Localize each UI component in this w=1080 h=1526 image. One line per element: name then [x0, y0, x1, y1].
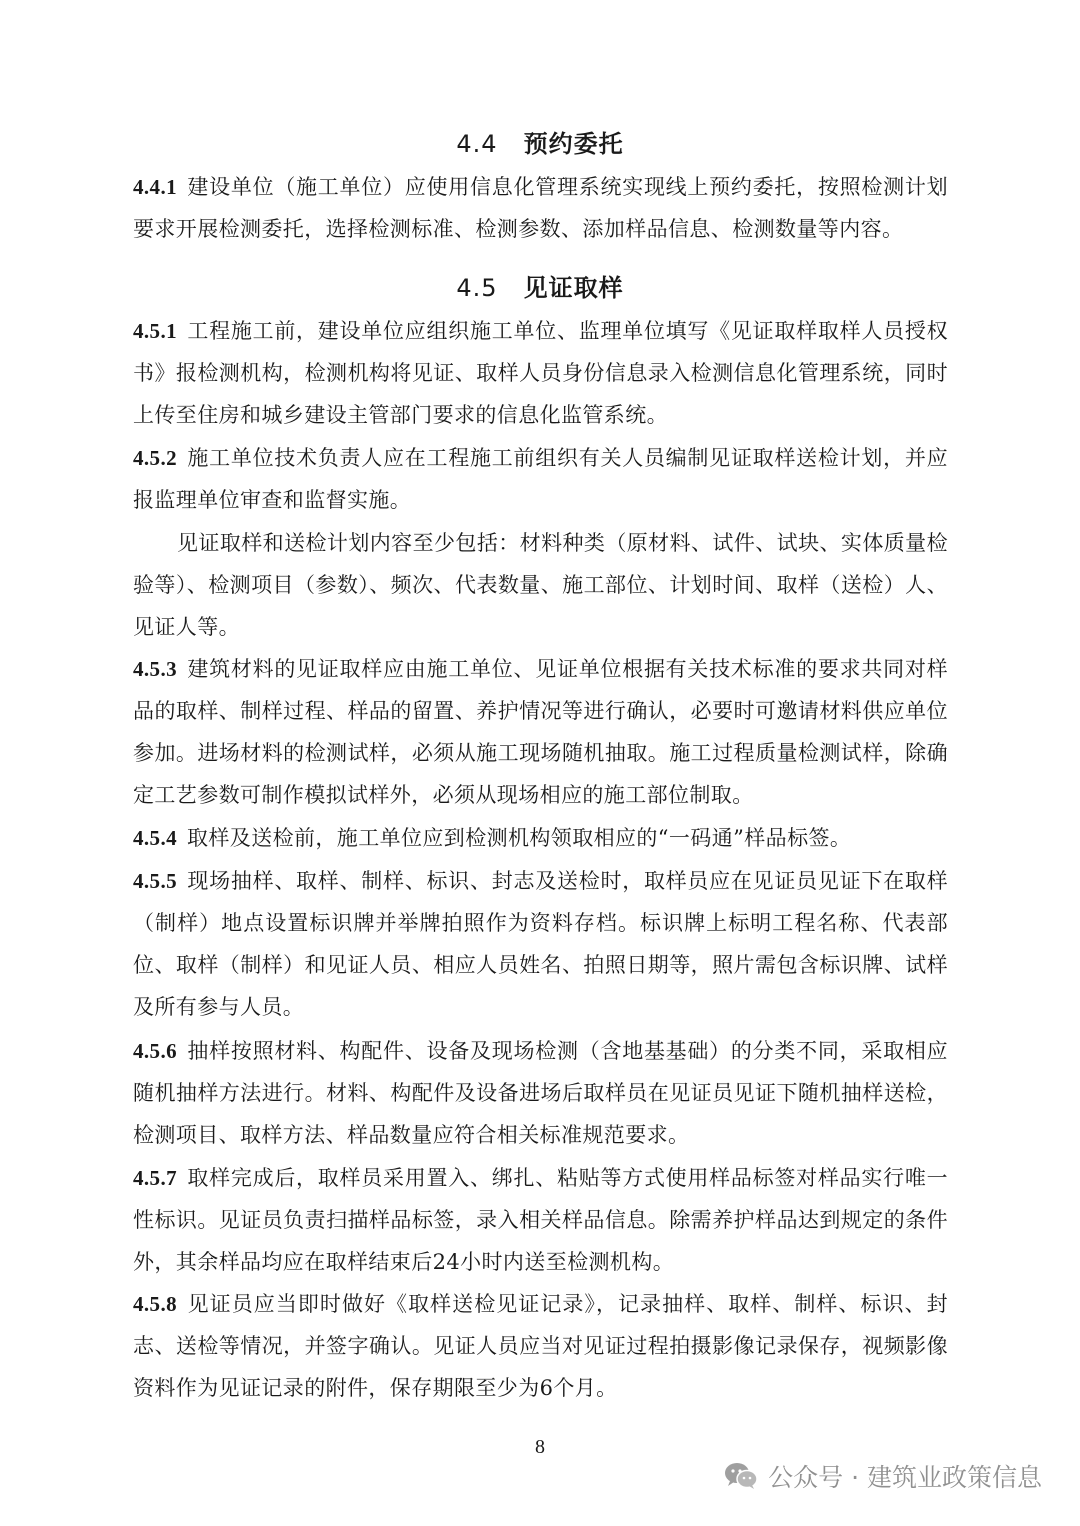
clause-number: 4.5.1: [133, 319, 177, 343]
clause-number: 4.5.6: [133, 1039, 177, 1063]
clause-4-5-7: [133, 1157, 948, 1283]
clause-text: 抽样按照材料、构配件、设备及现场检测（含地基基础）的分类不同，采取相应随机抽样方法进行。材料、构配件及设备进场后取样员在见证员见证下随机抽样送检，检测项目、取样方法、样品数量应符合相关标准规范要求。: [133, 1039, 948, 1147]
section-number: 4.4: [456, 130, 498, 158]
section-title: 见证取样: [523, 274, 624, 302]
wechat-icon: [724, 1461, 758, 1491]
section-number: 4.5: [456, 274, 498, 302]
clause-4-5-3: [133, 648, 948, 816]
clause-text: 取样及送检前，施工单位应到检测机构领取相应的“一码通”样品标签。: [187, 826, 852, 850]
clause-text: 取样完成后，取样员采用置入、绑扎、粘贴等方式使用样品标签对样品实行唯一性标识。见证员负责扫描样品标签，录入相关样品信息。除需养护样品达到规定的条件外，其余样品均应在取样结束后24小时内送至检测机构。: [133, 1166, 948, 1274]
section-title: 预约委托: [523, 130, 624, 158]
clause-4-5-8: [133, 1283, 948, 1409]
clause-number: 4.5.3: [133, 657, 177, 681]
section-heading-4-5: [0, 268, 1080, 303]
section-heading-4-4: [0, 124, 1080, 159]
page-number: 8: [535, 1436, 545, 1458]
clause-number: 4.5.7: [133, 1166, 177, 1190]
clause-4-4-1: [133, 166, 948, 250]
clause-4-5-2: [133, 437, 948, 521]
clause-number: 4.5.5: [133, 869, 177, 893]
clause-text: 建筑材料的见证取样应由施工单位、见证单位根据有关技术标准的要求共同对样品的取样、制样过程、样品的留置、养护情况等进行确认，必要时可邀请材料供应单位参加。进场材料的检测试样，必须从施工现场随机抽取。施工过程质量检测试样，除确定工艺参数可制作模拟试样外，必须从现场相应的施工部位制取。: [133, 657, 948, 807]
clause-text: 建设单位（施工单位）应使用信息化管理系统实现线上预约委托，按照检测计划要求开展检测委托，选择检测标准、检测参数、添加样品信息、检测数量等内容。: [133, 175, 948, 241]
clause-number: 4.5.8: [133, 1292, 177, 1316]
watermark-text: 公众号 · 建筑业政策信息: [768, 1463, 1042, 1492]
watermark: [724, 1458, 1042, 1494]
clause-4-5-6: [133, 1030, 948, 1156]
clause-text: 工程施工前，建设单位应组织施工单位、监理单位填写《见证取样取样人员授权书》报检测机构，检测机构将见证、取样人员身份信息录入检测信息化管理系统，同时上传至住房和城乡建设主管部门要求的信息化监管系统。: [133, 319, 948, 427]
clause-4-5-5: [133, 860, 948, 1028]
clause-number: 4.4.1: [133, 175, 177, 199]
clause-text: 见证员应当即时做好《取样送检见证记录》，记录抽样、取样、制样、标识、封志、送检等情况，并签字确认。见证人员应当对见证过程拍摄影像记录保存，视频影像资料作为见证记录的附件，保存期限至少为6个月。: [133, 1292, 948, 1400]
clause-4-5-4: [133, 817, 948, 859]
paragraph-text: 见证取样和送检计划内容至少包括：材料种类（原材料、试件、试块、实体质量检验等）、检测项目（参数）、频次、代表数量、施工部位、计划时间、取样（送检）人、见证人等。: [133, 531, 948, 639]
clause-number: 4.5.4: [133, 826, 177, 850]
clause-4-5-1: [133, 310, 948, 436]
clause-text: 施工单位技术负责人应在工程施工前组织有关人员编制见证取样送检计划，并应报监理单位审查和监督实施。: [133, 446, 948, 512]
clause-text: 现场抽样、取样、制样、标识、封志及送检时，取样员应在见证员见证下在取样（制样）地点设置标识牌并举牌拍照作为资料存档。标识牌上标明工程名称、代表部位、取样（制样）和见证人员、相应人员姓名、拍照日期等，照片需包含标识牌、试样及所有参与人员。: [133, 869, 948, 1019]
sampling-plan-paragraph: [133, 522, 948, 648]
clause-number: 4.5.2: [133, 446, 177, 470]
